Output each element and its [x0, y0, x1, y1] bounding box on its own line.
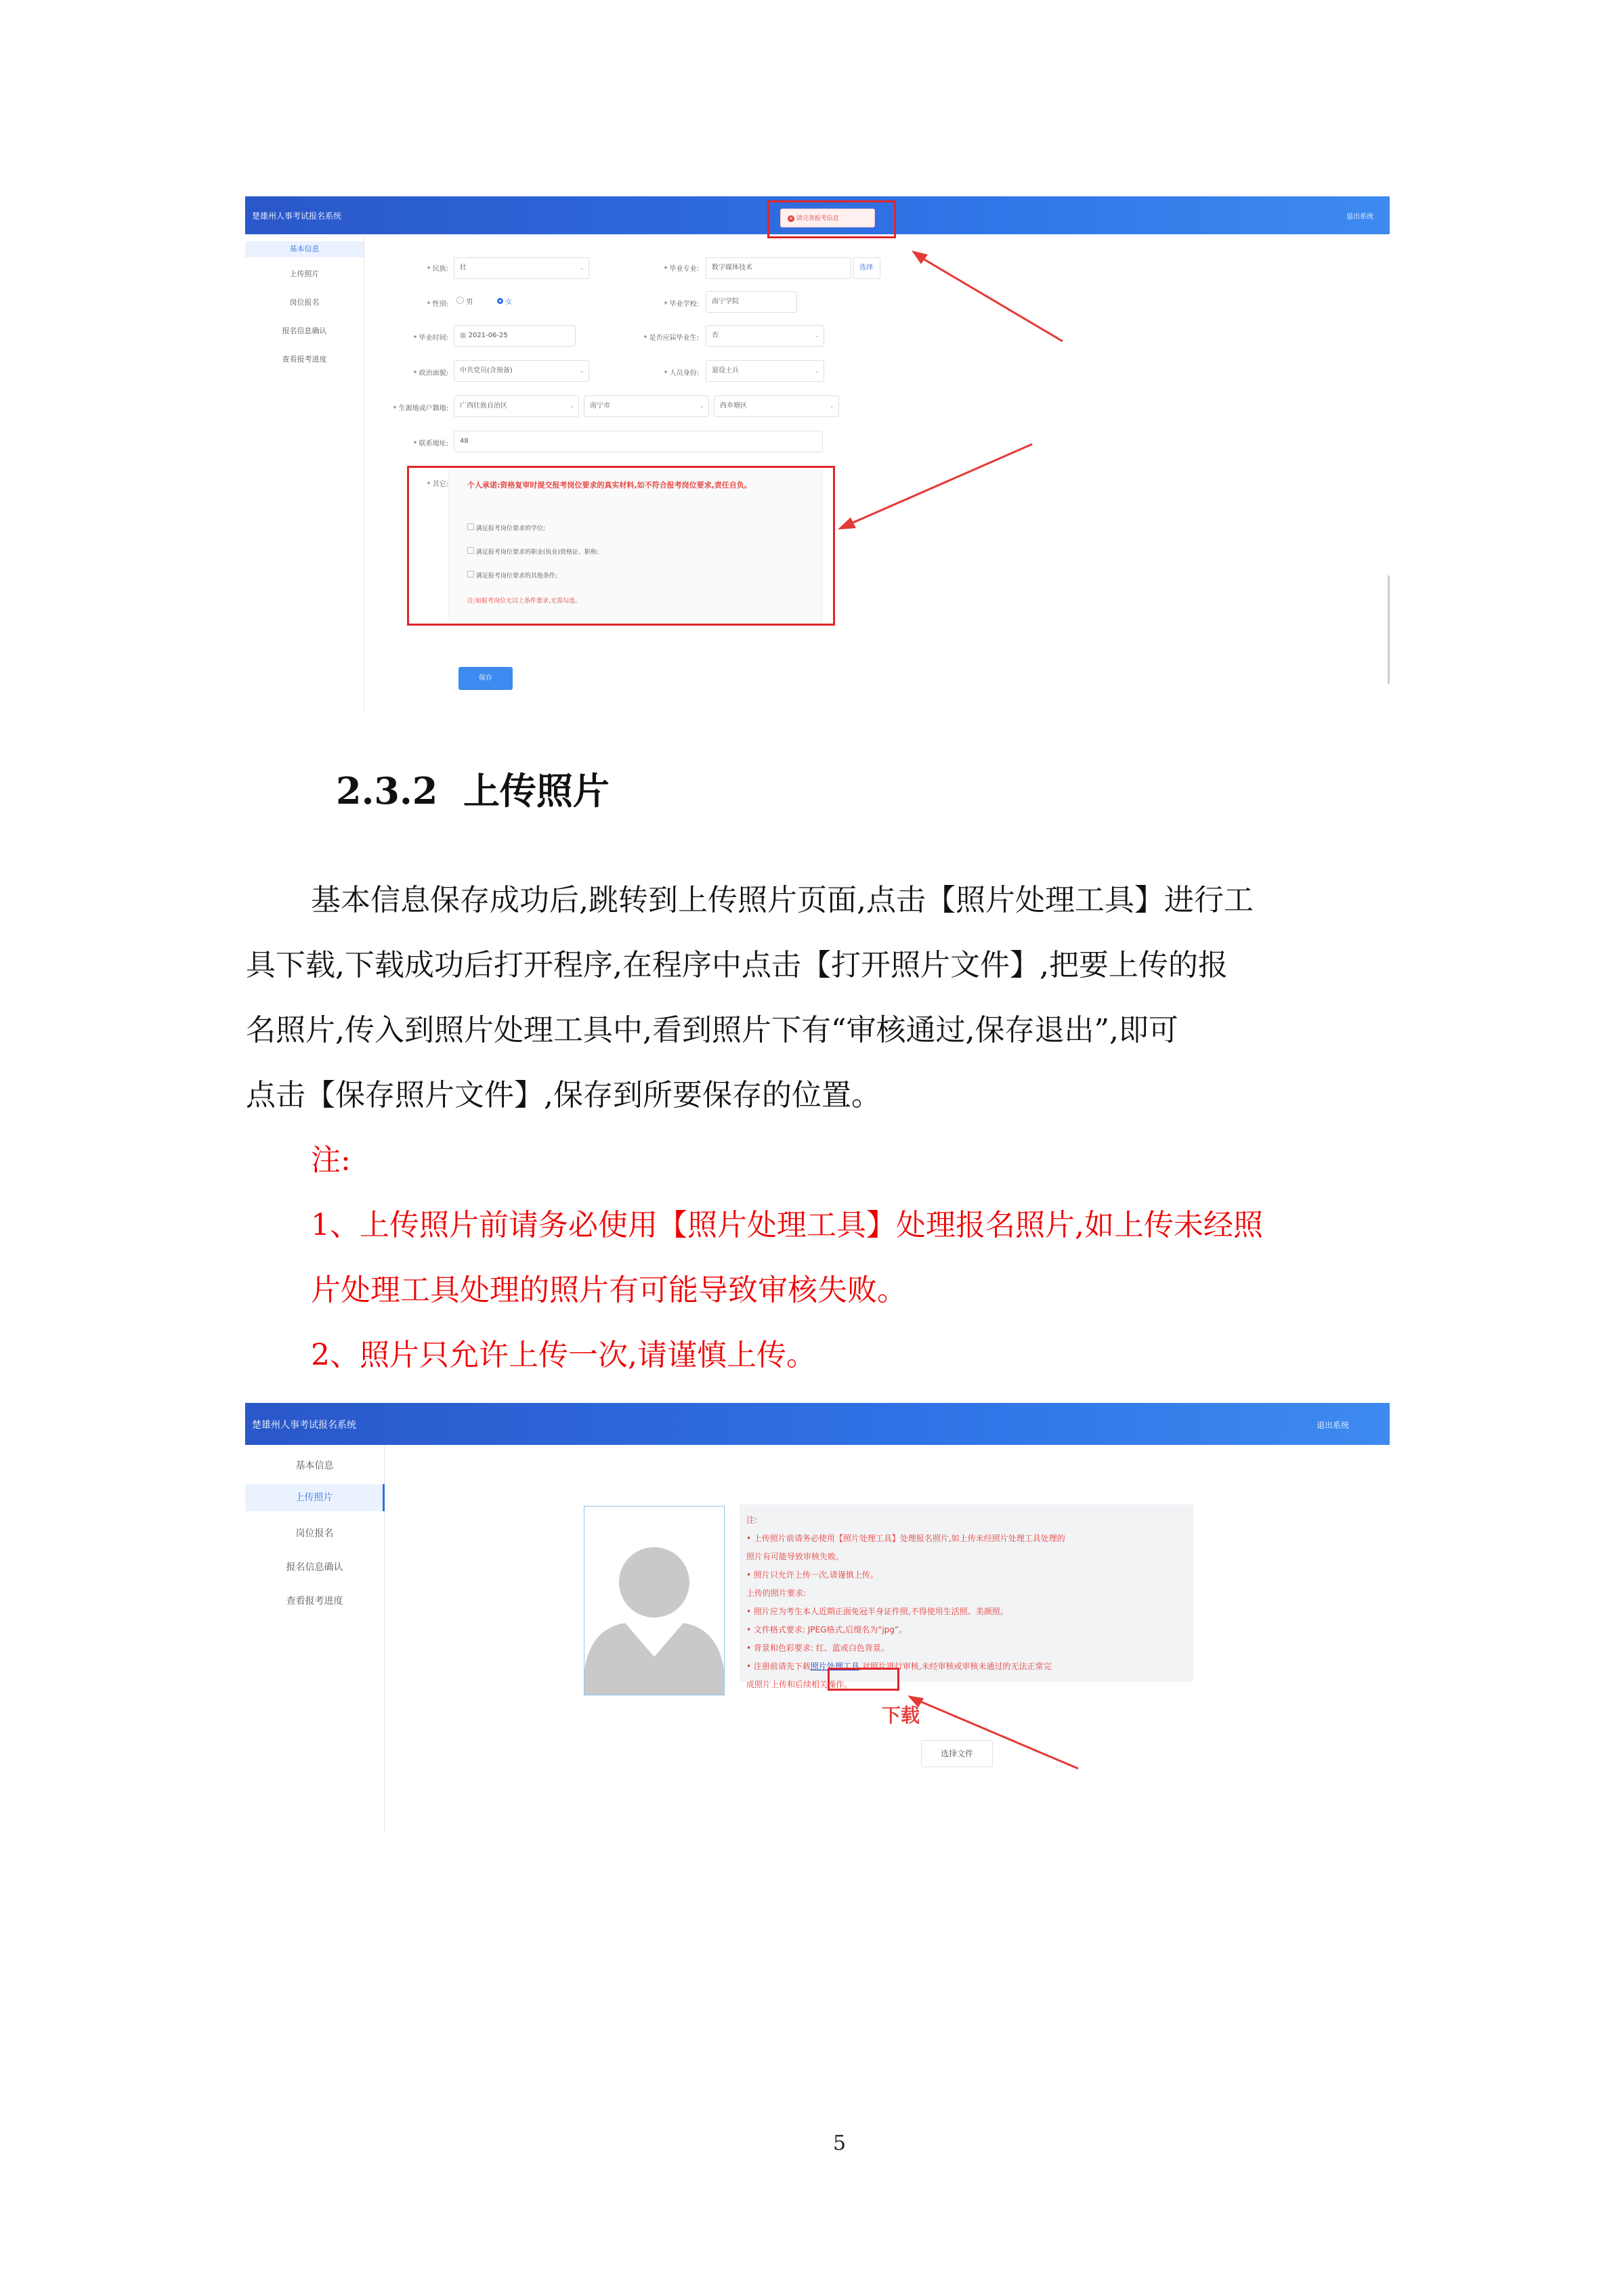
- section-heading: [336, 762, 610, 815]
- requirements-head: 上传的照片要求:: [746, 1588, 807, 1598]
- chevron-down-icon: ⌄: [829, 403, 834, 410]
- chevron-down-icon: ⌄: [569, 403, 574, 410]
- school-label: * 毕业学校:: [664, 301, 699, 308]
- sidebar-item-confirm[interactable]: 报名信息确认: [282, 326, 327, 335]
- major-select-button[interactable]: 选择: [853, 257, 880, 279]
- section-number: 2.3.2: [336, 769, 438, 813]
- system-title: 楚雄州人事考试报名系统: [252, 1420, 356, 1431]
- sidebar-item-confirm[interactable]: 报名信息确认: [286, 1562, 343, 1573]
- logout-link[interactable]: 退出系统: [1346, 213, 1373, 221]
- pledge-check-label: 满足报考岗位要求的职业(执业)资格证、职称;: [475, 549, 599, 556]
- requirement-suffix: ,对照片进行审核,未经审核或审核未通过的无法正常完: [859, 1662, 1052, 1671]
- pledge-check-label: 满足报考岗位要求的其他条件;: [475, 573, 557, 580]
- note-1-line-1: 1、上传照片前请务必使用【照片处理工具】处理报名照片,如上传未经照: [311, 1208, 1263, 1242]
- pledge-note: 注:如报考岗位无以上条件要求,无需勾选。: [467, 598, 581, 605]
- download-label: 下载: [882, 1704, 920, 1727]
- notice-item: • 上传照片前请务必使用【照片处理工具】处理报名照片,如上传未经照片处理工具处理的: [746, 1534, 1065, 1543]
- choose-file-button[interactable]: 选择文件: [921, 1740, 993, 1767]
- photo-tool-download-link[interactable]: 照片处理工具: [810, 1662, 859, 1671]
- requirement-item: • 文件格式要求: JPEG格式,后缀名为“jpg”。: [746, 1625, 907, 1634]
- section-title: 上传照片: [463, 769, 610, 813]
- nation-label: * 民族:: [427, 265, 448, 273]
- para-line: 基本信息保存成功后,跳转到上传照片页面,点击【照片处理工具】进行工: [311, 883, 1254, 917]
- pledge-title: 个人承诺:资格复审时提交报考岗位要求的真实材料,如不符合报考岗位要求,责任自负。: [467, 481, 752, 490]
- chevron-down-icon: ⌄: [814, 332, 819, 339]
- requirement-item: • 背景和色彩要求: 红、蓝或白色背景。: [746, 1643, 889, 1653]
- pointer-arrows: [245, 196, 1390, 712]
- political-value: 中共党员(含预备): [460, 367, 513, 374]
- error-icon: ×: [788, 215, 794, 221]
- note-block: [311, 1128, 1401, 1388]
- para-line: 名照片,传入到照片处理工具中,看到照片下有“审核通过,保存退出”,即可: [246, 1013, 1178, 1047]
- gender-label: * 性别:: [427, 301, 448, 308]
- current-grad-label: * 是否应届毕业生:: [643, 334, 699, 342]
- major-value: 数字媒体技术: [712, 264, 752, 272]
- alert-text: 请完善报考信息: [796, 215, 839, 222]
- origin-province-value: 广西壮族自治区: [460, 402, 507, 410]
- notice-item: 照片有可能导致审核失败。: [746, 1552, 845, 1561]
- origin-district-value: 西乡塘区: [720, 402, 747, 410]
- note-label: 注:: [311, 1143, 351, 1177]
- notice-head: 注:: [746, 1515, 758, 1525]
- logout-link[interactable]: 退出系统: [1316, 1421, 1349, 1430]
- sidebar-item-basic-info[interactable]: 基本信息: [245, 241, 364, 257]
- gender-male-label: 男: [466, 299, 473, 306]
- identity-value: 退役士兵: [712, 367, 739, 374]
- note-2: 2、照片只允许上传一次,请谨慎上传。: [311, 1338, 816, 1372]
- major-label: * 毕业专业:: [664, 265, 699, 273]
- sidebar-item-basic-info[interactable]: 基本信息: [295, 1460, 334, 1471]
- school-value: 南宁学院: [712, 298, 739, 305]
- save-button[interactable]: 保存: [458, 667, 513, 690]
- screenshot-basic-info: [245, 196, 1390, 712]
- para-line: 点击【保存照片文件】,保存到所要保存的位置。: [246, 1078, 881, 1112]
- system-title: 楚雄州人事考试报名系统: [252, 211, 342, 221]
- requirement-prefix: • 注册前请先下载: [746, 1662, 811, 1671]
- requirement-item: 成照片上传和后续相关操作。: [746, 1680, 853, 1689]
- calendar-icon: ▦: [460, 332, 469, 339]
- sidebar-item-apply[interactable]: 岗位报名: [289, 298, 320, 307]
- other-label: * 其它:: [427, 481, 448, 488]
- nation-value: 壮: [460, 264, 467, 272]
- grad-time-label: * 毕业时间:: [413, 334, 448, 342]
- gender-female-label: 女: [505, 299, 513, 306]
- political-label: * 政治面貌:: [413, 370, 448, 377]
- sidebar-item-upload-photo[interactable]: 上传照片: [289, 269, 320, 278]
- sidebar-item-progress[interactable]: 查看报考进度: [286, 1596, 343, 1607]
- chevron-down-icon: ⌄: [579, 368, 584, 374]
- requirement-item: • 照片应为考生本人近期正面免冠半身证件照,不得使用生活照、美颜照。: [746, 1607, 1008, 1616]
- chevron-down-icon: ⌄: [814, 368, 819, 374]
- sidebar-item-progress[interactable]: 查看报考进度: [282, 355, 327, 364]
- page-number: 5: [833, 2131, 847, 2155]
- identity-label: * 人员身份:: [664, 370, 699, 377]
- note-1-line-2: 片处理工具处理的照片有可能导致审核失败。: [311, 1273, 907, 1307]
- current-grad-value: 否: [712, 332, 719, 339]
- para-line: 具下载,下载成功后打开程序,在程序中点击【打开照片文件】,把要上传的报: [246, 948, 1228, 982]
- address-value: 48: [460, 437, 469, 445]
- chevron-down-icon: ⌄: [699, 403, 704, 410]
- download-arrow: [245, 1403, 1390, 1832]
- sidebar-item-apply[interactable]: 岗位报名: [295, 1528, 334, 1539]
- grad-time-value: 2021-06-25: [468, 332, 508, 339]
- address-label: * 联系地址:: [413, 440, 448, 448]
- origin-label: * 生源地或户籍地:: [393, 405, 448, 412]
- notice-item: • 照片只允许上传一次,请谨慎上传。: [746, 1570, 878, 1580]
- screenshot-upload-photo: [245, 1403, 1390, 1832]
- origin-city-value: 南宁市: [590, 402, 610, 410]
- chevron-down-icon: ⌄: [579, 265, 584, 272]
- sidebar-item-upload-photo[interactable]: 上传照片: [245, 1484, 385, 1511]
- pledge-check-label: 满足报考岗位要求的学位;: [475, 525, 545, 532]
- body-paragraph: [246, 868, 1397, 1128]
